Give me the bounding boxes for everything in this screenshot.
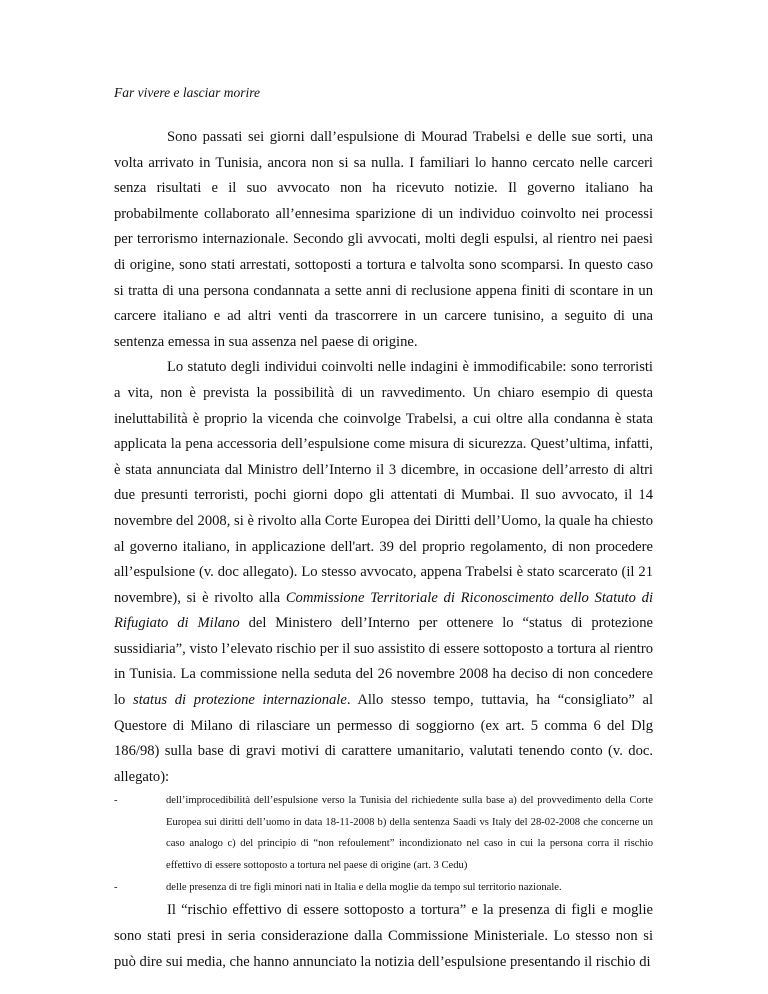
paragraph-3: Il “rischio effettivo di essere sottoposto a tortura” e la presenza di figli e moglie sono stati presi in seria considerazione dalla Commissione Ministeriale. Lo stesso non si può dire sui media, che hanno annunciato la notizia dell’espulsione presentando il rischio di <box>114 902 653 970</box>
bullet-marker: - <box>114 795 118 807</box>
document-body <box>114 125 653 975</box>
bullet-list <box>114 790 653 898</box>
list-item <box>114 877 653 898</box>
paragraph-2-part-2: del Ministero dell’Interno per ottenere lo “status di protezione sussidiaria”, visto l’elevato rischio per il suo assistito di essere sottoposto a tortura al rientro in Tunisia. La commissione nella seduta del 26 novembre 2008 ha deciso di non concedere lo <box>114 615 653 709</box>
paragraph-1: Sono passati sei giorni dall’espulsione di Mourad Trabelsi e delle sue sorti, una volta arrivato in Tunisia, ancora non si sa nulla. I familiari lo hanno cercato nelle carceri senza risultati e il suo avvocato non ha ricevuto notizie. Il governo italiano ha probabilmente collaborato all’ennesima sparizione di un individuo coinvolto nei processi per terrorismo internazionale. Secondo gli avvocati, molti degli espulsi, al rientro nei paesi di origine, sono stati arrestati, sottoposti a tortura e talvolta sono scomparsi. In questo caso si tratta di una persona condannata a sette anni di reclusione appena finiti di scontare in un carcere italiano e ad altri venti da trascorrere in un carcere tunisino, a seguito di una sentenza emessa in sua assenza nel paese di origine. <box>114 129 653 350</box>
bullet-text: dell’improcedibilità dell’espulsione verso la Tunisia del richiedente sulla base a) del provvedimento della Corte Europea sui diritti dell’uomo in data 18-11-2008 b) della sentenza Saadi vs Italy del 28-02-2008 che concerne un caso analogo c) del principio di “non refoulement” incondizionato nel caso in cui la persona corra il rischio effettivo di essere sottoposto a tortura nel paese di origine (art. 3 Cedu) <box>166 795 653 871</box>
bullet-text: delle presenza di tre figli minori nati in Italia e della moglie da tempo sul territorio nazionale. <box>166 882 562 894</box>
paragraph-2 <box>114 355 653 790</box>
bullet-marker: - <box>114 882 118 894</box>
paragraph-2-part-1: Lo statuto degli individui coinvolti nelle indagini è immodificabile: sono terroristi a vita, non è prevista la possibilità di un ravvedimento. Un chiaro esempio di questa ineluttabilità è proprio la vicenda che coinvolge Trabelsi, a cui oltre alla condanna è stata applicata la pena accessoria dell’espulsione come misura di sicurezza. Quest’ultima, infatti, è stata annunciata dal Ministro dell’Interno il 3 dicembre, in occasione dell’arresto di altri due presunti terroristi, pochi giorni dopo gli attentati di Mumbai. Il suo avvocato, il 14 novembre del 2008, si è rivolto alla Corte Europea dei Diritti dell’Uomo, la quale ha chiesto al governo italiano, in applicazione dell'art. 39 del proprio regolamento, di non procedere all’espulsione (v. doc allegato). Lo stesso avvocato, appena Trabelsi è stato scarcerato (il 21 novembre), si è rivolto alla <box>114 359 653 606</box>
list-item <box>114 790 653 876</box>
paragraph-2-part-3: . Allo stesso tempo, tuttavia, ha “consigliato” al Questore di Milano di rilasciare un permesso di soggiorno (ex art. 5 comma 6 del Dlg 186/98) sulla base di gravi motivi di carattere umanitario, valutati tenendo conto (v. doc. allegato): <box>114 692 653 785</box>
document-title: Far vivere e lasciar morire <box>114 85 260 100</box>
paragraph-2-italic-1: Commissione Territoriale di Riconoscimento dello Statuto di Rifugiato di Milano <box>114 589 653 632</box>
paragraph-2-italic-2: status di protezione internazionale <box>133 692 347 709</box>
